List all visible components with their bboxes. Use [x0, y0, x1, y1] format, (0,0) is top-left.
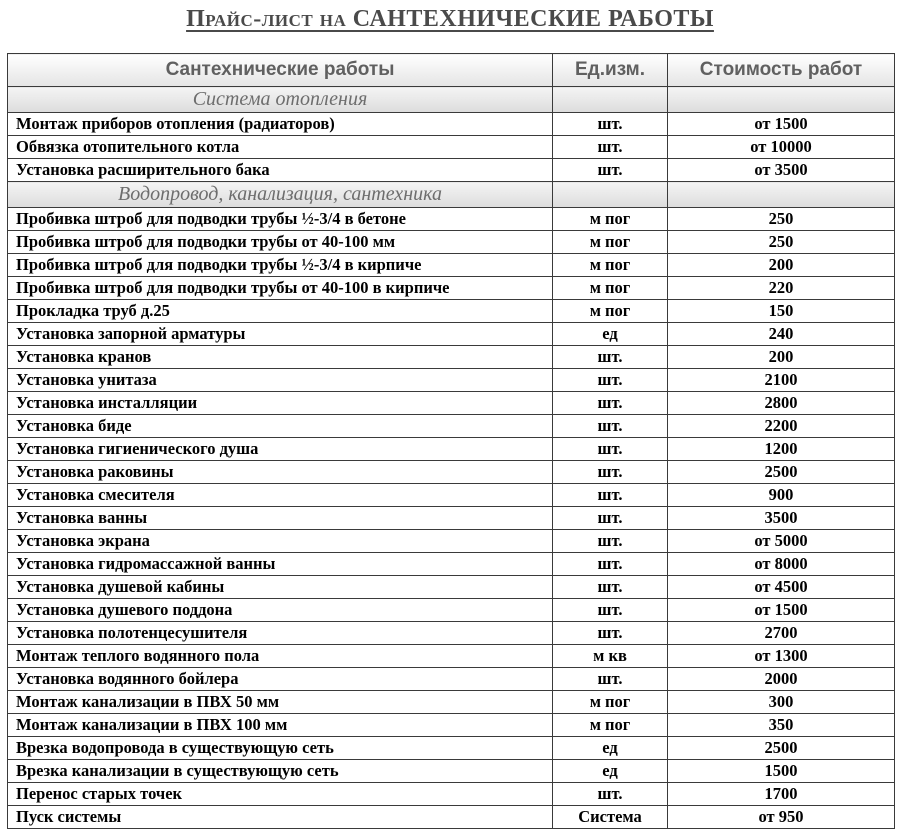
page-title-text: Прайс-лист на САНТЕХНИЧЕСКИЕ РАБОТЫ — [186, 6, 714, 32]
service-name: Врезка канализации в существующую сеть — [8, 760, 553, 783]
table-row — [8, 530, 895, 553]
service-name: Установка душевого поддона — [8, 599, 553, 622]
table-row — [8, 136, 895, 159]
cost: 250 — [668, 208, 895, 231]
cost: от 8000 — [668, 553, 895, 576]
unit: м пог — [553, 208, 668, 231]
header-unit: Ед.изм. — [553, 54, 668, 87]
section-unit-empty — [553, 182, 668, 208]
service-name: Врезка водопровода в существующую сеть — [8, 737, 553, 760]
cost: 2000 — [668, 668, 895, 691]
table-row — [8, 113, 895, 136]
service-name: Монтаж канализации в ПВХ 50 мм — [8, 691, 553, 714]
cost: 2500 — [668, 737, 895, 760]
unit: шт. — [553, 668, 668, 691]
table-body — [8, 87, 895, 829]
unit: шт. — [553, 346, 668, 369]
unit: шт. — [553, 783, 668, 806]
unit: шт. — [553, 438, 668, 461]
section-cost-empty — [668, 182, 895, 208]
service-name: Пробивка штроб для подводки трубы от 40-100 мм — [8, 231, 553, 254]
header-services: Сантехнические работы — [8, 54, 553, 87]
unit: м пог — [553, 300, 668, 323]
table-row — [8, 415, 895, 438]
price-table — [7, 53, 895, 829]
service-name: Установка инсталляции — [8, 392, 553, 415]
table-row — [8, 323, 895, 346]
unit: шт. — [553, 553, 668, 576]
service-name: Пробивка штроб для подводки трубы ½-3/4 в бетоне — [8, 208, 553, 231]
service-name: Установка водянного бойлера — [8, 668, 553, 691]
section-unit-empty — [553, 87, 668, 113]
section-cost-empty — [668, 87, 895, 113]
service-name: Установка гигиенического душа — [8, 438, 553, 461]
cost: 200 — [668, 254, 895, 277]
unit: шт. — [553, 136, 668, 159]
service-name: Установка запорной арматуры — [8, 323, 553, 346]
cost: 1700 — [668, 783, 895, 806]
service-name: Установка кранов — [8, 346, 553, 369]
cost: 350 — [668, 714, 895, 737]
service-name: Установка смесителя — [8, 484, 553, 507]
cost: 300 — [668, 691, 895, 714]
cost: от 10000 — [668, 136, 895, 159]
service-name: Монтаж канализации в ПВХ 100 мм — [8, 714, 553, 737]
table-row — [8, 714, 895, 737]
cost: 2800 — [668, 392, 895, 415]
table-row — [8, 346, 895, 369]
table-row — [8, 369, 895, 392]
cost: 2500 — [668, 461, 895, 484]
unit: шт. — [553, 484, 668, 507]
service-name: Обвязка отопительного котла — [8, 136, 553, 159]
table-row — [8, 231, 895, 254]
unit: м пог — [553, 277, 668, 300]
table-header-row — [8, 54, 895, 87]
page-title — [0, 6, 900, 33]
unit: шт. — [553, 461, 668, 484]
service-name: Установка унитаза — [8, 369, 553, 392]
unit: м пог — [553, 714, 668, 737]
unit: м пог — [553, 691, 668, 714]
section-header-row — [8, 182, 895, 208]
cost: 2100 — [668, 369, 895, 392]
cost: 220 — [668, 277, 895, 300]
table-row — [8, 806, 895, 829]
unit: шт. — [553, 599, 668, 622]
service-name: Монтаж теплого водянного пола — [8, 645, 553, 668]
cost: от 1500 — [668, 113, 895, 136]
table-row — [8, 622, 895, 645]
cost: от 3500 — [668, 159, 895, 182]
service-name: Установка полотенцесушителя — [8, 622, 553, 645]
cost: 1200 — [668, 438, 895, 461]
table-row — [8, 254, 895, 277]
unit: м пог — [553, 231, 668, 254]
table-row — [8, 553, 895, 576]
unit: шт. — [553, 530, 668, 553]
service-name: Установка гидромассажной ванны — [8, 553, 553, 576]
service-name: Перенос старых точек — [8, 783, 553, 806]
unit: шт. — [553, 392, 668, 415]
unit: шт. — [553, 507, 668, 530]
unit: шт. — [553, 159, 668, 182]
service-name: Установка биде — [8, 415, 553, 438]
service-name: Установка экрана — [8, 530, 553, 553]
service-name: Установка раковины — [8, 461, 553, 484]
cost: от 950 — [668, 806, 895, 829]
table-row — [8, 438, 895, 461]
cost: 200 — [668, 346, 895, 369]
table-row — [8, 645, 895, 668]
section-title: Водопровод, канализация, сантехника — [8, 182, 553, 208]
service-name: Установка расширительного бака — [8, 159, 553, 182]
table-row — [8, 576, 895, 599]
service-name: Установка ванны — [8, 507, 553, 530]
service-name: Прокладка труб д.25 — [8, 300, 553, 323]
unit: ед — [553, 760, 668, 783]
header-cost: Стоимость работ — [668, 54, 895, 87]
table-row — [8, 737, 895, 760]
cost: от 4500 — [668, 576, 895, 599]
cost: 250 — [668, 231, 895, 254]
service-name: Пробивка штроб для подводки трубы ½-3/4 в кирпиче — [8, 254, 553, 277]
unit: м кв — [553, 645, 668, 668]
section-header-row — [8, 87, 895, 113]
table-row — [8, 300, 895, 323]
table-row — [8, 392, 895, 415]
unit: ед — [553, 737, 668, 760]
unit: м пог — [553, 254, 668, 277]
table-row — [8, 507, 895, 530]
cost: 1500 — [668, 760, 895, 783]
cost: от 1500 — [668, 599, 895, 622]
section-title: Система отопления — [8, 87, 553, 113]
table-row — [8, 277, 895, 300]
unit: шт. — [553, 415, 668, 438]
table-row — [8, 783, 895, 806]
cost: 3500 — [668, 507, 895, 530]
unit: шт. — [553, 576, 668, 599]
unit: шт. — [553, 622, 668, 645]
service-name: Пуск системы — [8, 806, 553, 829]
cost: от 1300 — [668, 645, 895, 668]
service-name: Установка душевой кабины — [8, 576, 553, 599]
cost: 240 — [668, 323, 895, 346]
cost: 2700 — [668, 622, 895, 645]
cost: от 5000 — [668, 530, 895, 553]
cost: 900 — [668, 484, 895, 507]
table-row — [8, 208, 895, 231]
unit: шт. — [553, 113, 668, 136]
table-row — [8, 668, 895, 691]
table-row — [8, 691, 895, 714]
table-row — [8, 760, 895, 783]
service-name: Монтаж приборов отопления (радиаторов) — [8, 113, 553, 136]
table-row — [8, 484, 895, 507]
table-row — [8, 599, 895, 622]
table-row — [8, 461, 895, 484]
unit: Система — [553, 806, 668, 829]
table-row — [8, 159, 895, 182]
unit: ед — [553, 323, 668, 346]
cost: 150 — [668, 300, 895, 323]
service-name: Пробивка штроб для подводки трубы от 40-100 в кирпиче — [8, 277, 553, 300]
cost: 2200 — [668, 415, 895, 438]
unit: шт. — [553, 369, 668, 392]
